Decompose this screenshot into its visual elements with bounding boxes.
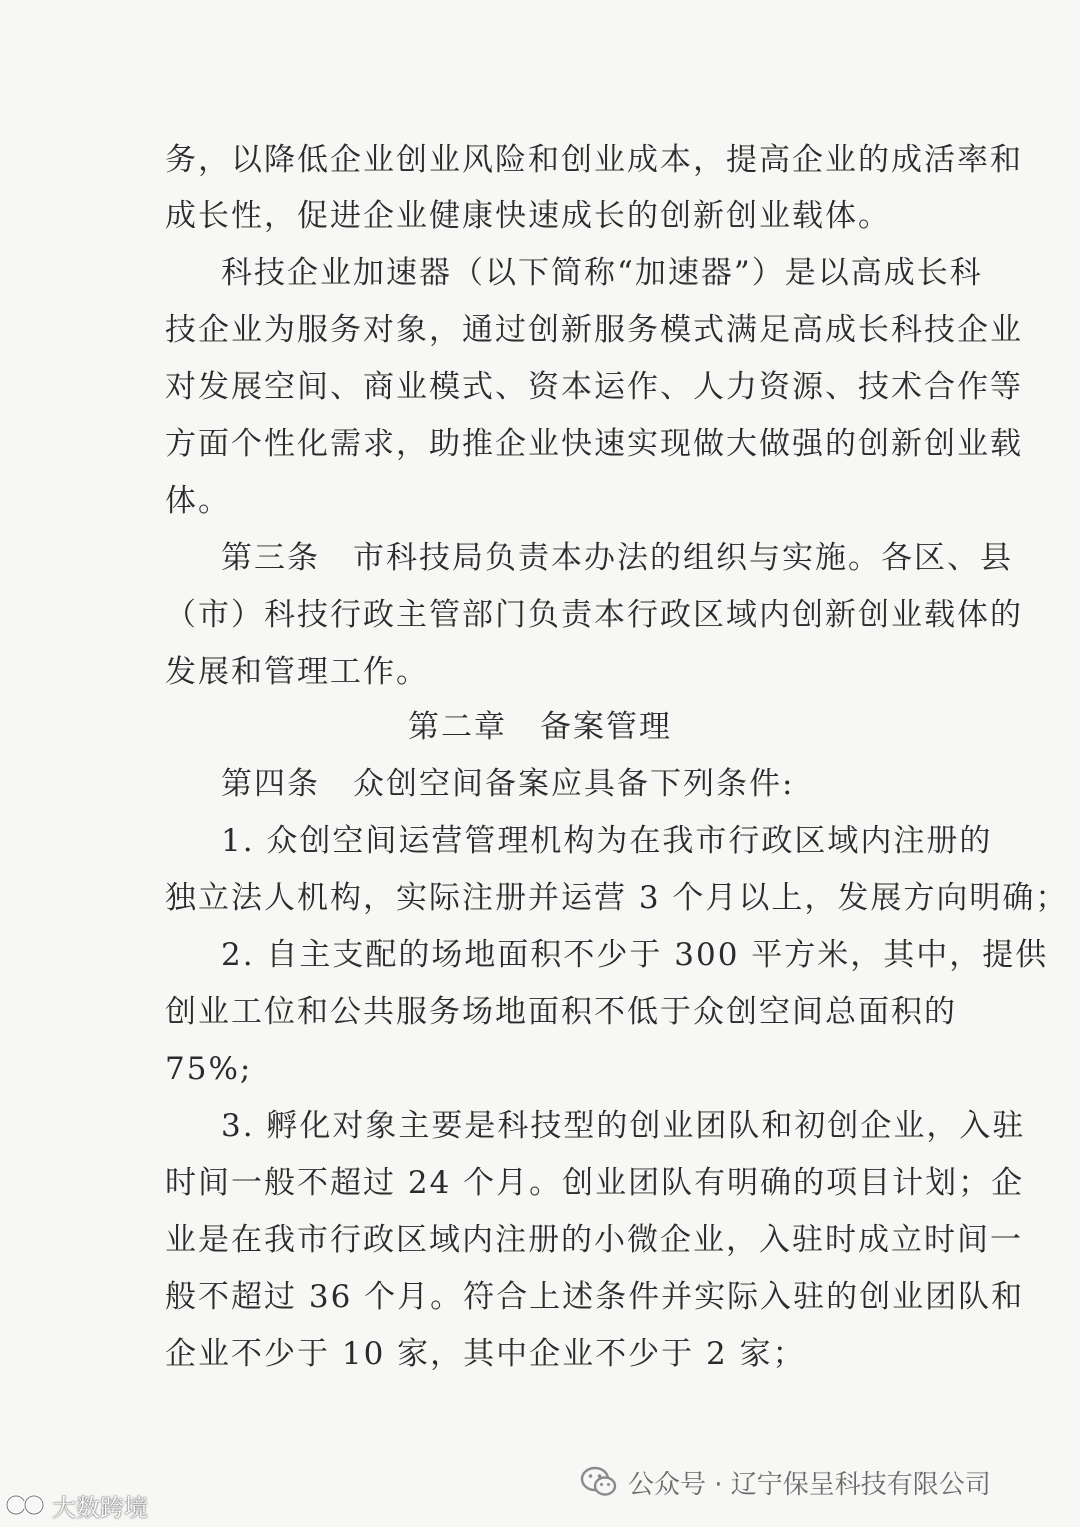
paragraph-line: 务，以降低企业创业风险和创业成本，提高企业的成活率和 [165,142,1023,178]
paragraph-line: 独立法人机构，实际注册并运营 3 个月以上，发展方向明确； [165,880,1069,916]
chapter-title: 第二章 备案管理 [408,709,672,745]
paragraph-line: 对发展空间、商业模式、资本运作、人力资源、技术合作等 [165,369,1023,405]
wechat-icon [580,1466,618,1498]
paragraph-line: 业是在我市行政区域内注册的小微企业，入驻时成立时间一 [165,1222,1023,1258]
list-item-line: 3. 孵化对象主要是科技型的创业团队和初创企业，入驻 [221,1108,1026,1144]
paragraph-line: 创业工位和公共服务场地面积不低于众创空间总面积的 [165,994,957,1030]
paragraph-line: 般不超过 36 个月。符合上述条件并实际入驻的创业团队和 [165,1279,1025,1315]
paragraph-line: 时间一般不超过 24 个月。创业团队有明确的项目计划；企 [165,1165,1025,1201]
paragraph-line: 方面个性化需求，助推企业快速实现做大做强的创新创业载 [165,426,1023,462]
list-item-line: 2. 自主支配的场地面积不少于 300 平方米，其中，提供 [221,937,1049,973]
paragraph-line: 发展和管理工作。 [165,654,429,690]
corner-watermark [4,1490,148,1520]
paragraph-line: 科技企业加速器（以下简称“加速器”）是以高成长科 [221,255,983,291]
paragraph-line: （市）科技行政主管部门负责本行政区域内创新创业载体的 [165,597,1023,633]
paragraph-line: 企业不少于 10 家，其中企业不少于 2 家； [165,1336,806,1372]
watermark-label: 大数跨境 [52,1493,148,1522]
paragraph-line: 技企业为服务对象，通过创新服务模式满足高成长科技企业 [165,312,1023,348]
paragraph-line: 体。 [165,483,231,519]
article-heading-line: 第四条 众创空间备案应具备下列条件: [221,766,795,802]
source-footer [580,1460,991,1504]
watermark-logo-icon [4,1492,48,1518]
list-item-line: 1. 众创空间运营管理机构为在我市行政区域内注册的 [221,823,993,859]
source-label: 公众号 · 辽宁保呈科技有限公司 [628,1469,991,1500]
article-heading-line: 第三条 市科技局负责本办法的组织与实施。各区、县 [221,540,1013,576]
paragraph-line: 75%; [165,1051,253,1087]
paragraph-line: 成长性，促进企业健康快速成长的创新创业载体。 [165,198,891,234]
